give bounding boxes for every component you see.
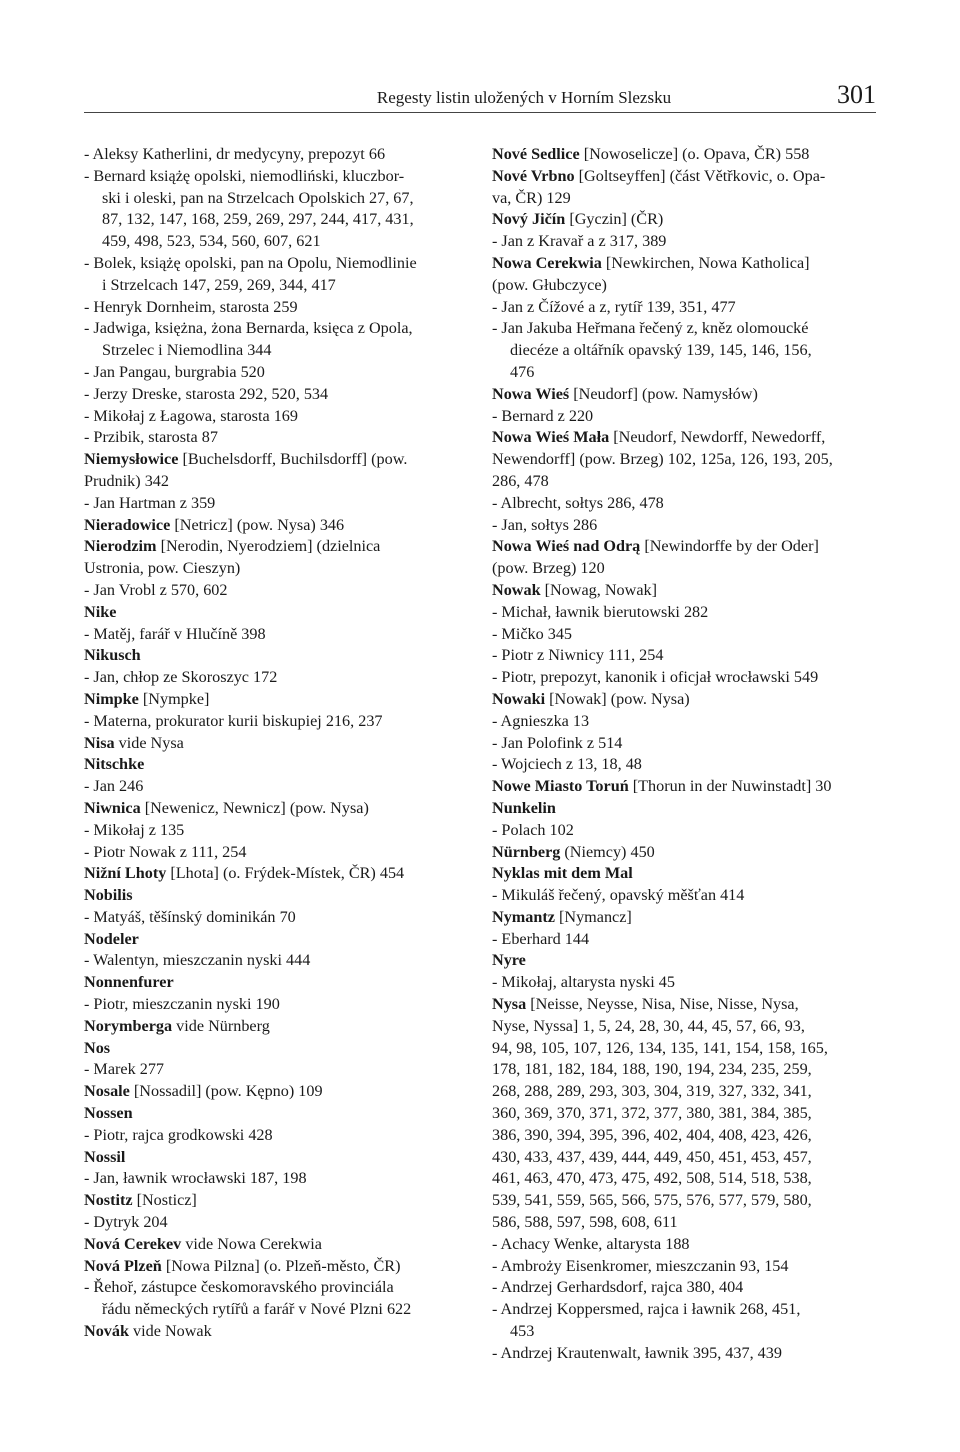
index-entry-line xyxy=(492,1256,880,1278)
index-entry-line xyxy=(84,1212,476,1234)
index-entry-line xyxy=(84,253,476,275)
entry-text: 94, 98, 105, 107, 126, 134, 135, 141, 154, 158, 165, xyxy=(492,1038,828,1057)
index-entry-line xyxy=(84,1299,476,1321)
index-entry-line xyxy=(84,1168,476,1190)
index-entry-heading xyxy=(84,449,476,471)
entry-text: - Walentyn, mieszczanin nyski 444 xyxy=(84,951,311,970)
index-entry-heading xyxy=(84,536,476,558)
entry-headword: Nová Plzeň xyxy=(84,1256,162,1275)
entry-headword: Nossen xyxy=(84,1104,133,1123)
index-entry-line xyxy=(492,275,880,297)
index-entry-heading xyxy=(84,798,476,820)
running-title: Regesty listin uložených v Horním Slezsku xyxy=(376,88,672,107)
index-entry-heading xyxy=(492,166,880,188)
entry-text: - Piotr, prepozyt, kanonik i oficjał wrocławski 549 xyxy=(492,668,819,687)
entry-text: 539, 541, 559, 565, 566, 575, 576, 577, 579, 580, xyxy=(492,1191,812,1210)
entry-text: 459, 498, 523, 534, 560, 607, 621 xyxy=(102,232,321,251)
index-entry-line xyxy=(492,1321,880,1343)
entry-headword: Nobilis xyxy=(84,886,133,905)
entry-text: i Strzelcach 147, 259, 269, 344, 417 xyxy=(102,275,336,294)
entry-text: [Nowag, Nowak] xyxy=(540,580,658,599)
entry-text: - Mikuláš řečený, opavský měšťan 414 xyxy=(492,886,745,905)
index-entry-heading xyxy=(492,580,880,602)
index-entry-line xyxy=(492,754,880,776)
entry-headword: Nyre xyxy=(492,951,526,970)
entry-text: - Jan Vrobl z 570, 602 xyxy=(84,580,228,599)
index-entry-line xyxy=(492,1168,880,1190)
index-entry-heading xyxy=(84,515,476,537)
entry-text: 286, 478 xyxy=(492,471,549,490)
entry-headword: Nisa xyxy=(84,733,115,752)
entry-headword: Nowaki xyxy=(492,689,546,708)
index-entry-heading xyxy=(84,1081,476,1103)
entry-text: [Nerodin, Nyerodziem] (dzielnica xyxy=(156,537,381,556)
index-entry-heading xyxy=(84,689,476,711)
index-entry-line xyxy=(84,166,476,188)
index-entry-line xyxy=(492,406,880,428)
entry-text: - Przibik, starosta 87 xyxy=(84,428,218,447)
index-entry-line xyxy=(492,1147,880,1169)
entry-headword: Nowe Miasto Toruń xyxy=(492,777,629,796)
entry-text: - Piotr Nowak z 111, 254 xyxy=(84,842,247,861)
entry-text: (pow. Głubczyce) xyxy=(492,275,607,294)
index-entry-line xyxy=(84,950,476,972)
index-entry-line xyxy=(84,493,476,515)
entry-headword: Nieradowice xyxy=(84,515,171,534)
index-entry-line xyxy=(492,449,880,471)
index-entry-line xyxy=(492,340,880,362)
entry-headword: Nymantz xyxy=(492,907,555,926)
entry-text: - Michał, ławnik bierutowski 282 xyxy=(492,602,709,621)
index-entry-heading xyxy=(492,253,880,275)
entry-text: - Mikołaj z Łagowa, starosta 169 xyxy=(84,406,298,425)
entry-text: - Mikołaj z 135 xyxy=(84,820,185,839)
index-entry-line xyxy=(84,558,476,580)
entry-text: - Řehoř, zástupce českomoravského provinciála xyxy=(84,1278,394,1297)
index-entry-line xyxy=(84,820,476,842)
index-entry-heading xyxy=(84,863,476,885)
entry-text: [Buchelsdorff, Buchilsdorff] (pow. xyxy=(178,450,408,469)
index-entry-heading xyxy=(492,689,880,711)
entry-text: 268, 288, 289, 293, 303, 304, 319, 327, 332, 341, xyxy=(492,1082,812,1101)
index-entry-heading xyxy=(84,645,476,667)
index-column-left xyxy=(84,144,476,1343)
entry-text: - Jan Pangau, burgrabia 520 xyxy=(84,362,265,381)
index-entry-line xyxy=(492,1103,880,1125)
entry-text: - Matěj, farář v Hlučíně 398 xyxy=(84,624,266,643)
entry-headword: Nowa Wieś xyxy=(492,384,570,403)
entry-headword: Nikusch xyxy=(84,646,141,665)
index-entry-line xyxy=(492,733,880,755)
index-column-right xyxy=(492,144,880,1365)
entry-headword: Nike xyxy=(84,602,117,621)
index-entry-line xyxy=(492,1016,880,1038)
entry-headword: Nowa Wieś Mała xyxy=(492,428,610,447)
entry-headword: Nowa Cerekwia xyxy=(492,253,602,272)
entry-text: - Materna, prokurator kurii biskupiej 216, 237 xyxy=(84,711,383,730)
entry-headword: Nosale xyxy=(84,1082,130,1101)
index-entry-line xyxy=(84,907,476,929)
entry-text: [Goltseyffen] (část Větřkovic, o. Opa- xyxy=(574,166,826,185)
entry-text: [Nowa Pilzna] (o. Plzeň-město, ČR) xyxy=(161,1256,401,1275)
entry-text: 430, 433, 437, 439, 444, 449, 450, 451, 453, 457, xyxy=(492,1147,812,1166)
entry-text: [Nympke] xyxy=(138,689,210,708)
index-entry-heading xyxy=(492,427,880,449)
index-entry-line xyxy=(84,1125,476,1147)
entry-text: diecéze a oltářník opavský 139, 145, 146, 156, xyxy=(510,341,812,360)
entry-headword: Nyklas mit dem Mal xyxy=(492,864,633,883)
index-entry-line xyxy=(84,318,476,340)
page-number: 301 xyxy=(837,80,876,109)
entry-text: [Neudorf, Newdorff, Newedorff, xyxy=(609,428,826,447)
entry-text: [Nowak] (pow. Nysa) xyxy=(545,689,690,708)
index-entry-line xyxy=(492,820,880,842)
entry-text: vide Nowa Cerekwia xyxy=(181,1234,322,1253)
index-entry-line xyxy=(492,188,880,210)
index-entry-heading xyxy=(84,972,476,994)
index-entry-heading xyxy=(492,144,880,166)
entry-text: Nyse, Nyssa] 1, 5, 24, 28, 30, 44, 45, 57, 66, 93, xyxy=(492,1016,805,1035)
entry-headword: Norymberga xyxy=(84,1016,173,1035)
index-entry-line xyxy=(84,427,476,449)
index-entry-heading xyxy=(492,536,880,558)
entry-headword: Nowa Wieś nad Odrą xyxy=(492,537,641,556)
index-entry-line xyxy=(492,667,880,689)
index-entry-heading xyxy=(492,209,880,231)
index-entry-line xyxy=(492,1081,880,1103)
entry-headword: Nossil xyxy=(84,1147,126,1166)
entry-headword: Nové Vrbno xyxy=(492,166,575,185)
index-entry-line xyxy=(492,1234,880,1256)
index-entry-line xyxy=(84,711,476,733)
index-entry-line xyxy=(492,972,880,994)
index-entry-line xyxy=(492,231,880,253)
entry-text: (Niemcy) 450 xyxy=(560,842,655,861)
index-entry-line xyxy=(492,318,880,340)
entry-text: [Newindorffe by der Oder] xyxy=(640,537,819,556)
entry-text: - Jerzy Dreske, starosta 292, 520, 534 xyxy=(84,384,329,403)
entry-headword: Nos xyxy=(84,1038,111,1057)
entry-headword: Nimpke xyxy=(84,689,139,708)
index-entry-line xyxy=(492,602,880,624)
entry-text: - Aleksy Katherlini, dr medycyny, prepozyt 66 xyxy=(84,145,386,163)
entry-text: - Matyáš, těšínský dominikán 70 xyxy=(84,907,296,926)
entry-text: - Jan, chłop ze Skoroszyc 172 xyxy=(84,668,278,687)
entry-headword: Nunkelin xyxy=(492,798,556,817)
entry-headword: Nysa xyxy=(492,995,527,1014)
index-entry-heading xyxy=(84,1147,476,1169)
index-entry-line xyxy=(492,1343,880,1365)
index-entry-line xyxy=(84,994,476,1016)
entry-headword: Nowak xyxy=(492,580,541,599)
header-rule xyxy=(84,112,876,113)
index-entry-line xyxy=(84,275,476,297)
entry-text: - Jan Jakuba Heřmana řečený z, kněz olomoucké xyxy=(492,319,809,338)
entry-text: vide Nysa xyxy=(114,733,184,752)
entry-text: - Bernard z 220 xyxy=(492,406,594,425)
index-entry-heading xyxy=(84,1038,476,1060)
index-entry-heading xyxy=(492,776,880,798)
entry-text: Prudnik) 342 xyxy=(84,471,169,490)
entry-text: - Ambroży Eisenkromer, mieszczanin 93, 154 xyxy=(492,1256,789,1275)
index-entry-heading xyxy=(492,863,880,885)
index-entry-line xyxy=(84,842,476,864)
index-entry-line xyxy=(84,297,476,319)
entry-text: [Thorun in der Nuwinstadt] 30 xyxy=(628,777,832,796)
index-entry-heading xyxy=(84,1321,476,1343)
index-entry-heading xyxy=(84,1103,476,1125)
index-entry-line xyxy=(84,580,476,602)
entry-text: ski i oleski, pan na Strzelcach Opolskich 27, 67, xyxy=(102,188,414,207)
entry-text: [Newkirchen, Nowa Katholica] xyxy=(601,253,810,272)
entry-headword: Nové Sedlice xyxy=(492,145,580,163)
entry-text: - Andrzej Gerhardsdorf, rajca 380, 404 xyxy=(492,1278,744,1297)
index-entry-line xyxy=(492,471,880,493)
index-entry-heading xyxy=(84,1256,476,1278)
entry-text: - Piotr, mieszczanin nyski 190 xyxy=(84,995,280,1014)
entry-text: - Jan, ławnik wrocławski 187, 198 xyxy=(84,1169,307,1188)
entry-text: 586, 588, 597, 598, 608, 611 xyxy=(492,1213,678,1232)
entry-headword: Nonnenfurer xyxy=(84,973,174,992)
index-entry-line xyxy=(84,667,476,689)
index-entry-line xyxy=(84,471,476,493)
index-entry-line xyxy=(492,515,880,537)
entry-text: 461, 463, 470, 473, 475, 492, 508, 514, 518, 538, xyxy=(492,1169,812,1188)
entry-headword: Nová Cerekev xyxy=(84,1234,182,1253)
entry-text: - Jan z Kravař a z 317, 389 xyxy=(492,232,667,251)
index-entry-heading xyxy=(84,733,476,755)
index-entry-heading xyxy=(84,1234,476,1256)
index-entry-heading xyxy=(84,1190,476,1212)
index-entry-heading xyxy=(84,602,476,624)
index-entry-line xyxy=(84,188,476,210)
entry-headword: Novák xyxy=(84,1322,129,1341)
entry-text: - Jan Hartman z 359 xyxy=(84,493,216,512)
entry-text: - Polach 102 xyxy=(492,820,574,839)
index-entry-line xyxy=(84,144,476,166)
index-entry-line xyxy=(84,1277,476,1299)
entry-text: - Jan 246 xyxy=(84,777,144,796)
entry-text: - Andrzej Krautenwalt, ławnik 395, 437, 439 xyxy=(492,1343,782,1362)
entry-text: - Piotr, rajca grodkowski 428 xyxy=(84,1125,273,1144)
entry-text: [Netricz] (pow. Nysa) 346 xyxy=(170,515,345,534)
entry-text: - Bolek, książę opolski, pan na Opolu, Niemodlinie xyxy=(84,253,417,272)
index-entry-line xyxy=(492,1038,880,1060)
index-entry-heading xyxy=(84,929,476,951)
entry-text: - Jan z Čížové a z, rytíř 139, 351, 477 xyxy=(492,297,736,316)
index-entry-line xyxy=(492,624,880,646)
index-entry-line xyxy=(492,929,880,951)
index-entry-line xyxy=(84,406,476,428)
entry-text: va, ČR) 129 xyxy=(492,188,571,207)
index-entry-line xyxy=(492,1125,880,1147)
index-entry-line xyxy=(492,645,880,667)
entry-text: [Nymancz] xyxy=(554,907,632,926)
entry-text: 360, 369, 370, 371, 372, 377, 380, 381, 384, 385, xyxy=(492,1104,812,1123)
index-entry-heading xyxy=(492,950,880,972)
index-entry-heading xyxy=(492,384,880,406)
entry-text: (pow. Brzeg) 120 xyxy=(492,559,605,578)
entry-headword: Niemysłowice xyxy=(84,450,179,469)
index-entry-line xyxy=(492,885,880,907)
entry-text: - Jan Polofink z 514 xyxy=(492,733,623,752)
entry-text: [Neisse, Neysse, Nisa, Nise, Nisse, Nysa, xyxy=(526,995,799,1014)
index-entry-line xyxy=(84,624,476,646)
index-entry-heading xyxy=(492,994,880,1016)
entry-text: - Achacy Wenke, altarysta 188 xyxy=(492,1234,690,1253)
page-header xyxy=(84,78,876,114)
entry-text: - Dytryk 204 xyxy=(84,1213,168,1232)
entry-text: - Mičko 345 xyxy=(492,624,573,643)
entry-headword: Nový Jičín xyxy=(492,210,566,229)
entry-headword: Nürnberg xyxy=(492,842,561,861)
index-entry-line xyxy=(84,362,476,384)
index-entry-heading xyxy=(492,907,880,929)
index-entry-line xyxy=(84,209,476,231)
entry-text: - Andrzej Koppersmed, rajca i ławnik 268, 451, xyxy=(492,1300,801,1319)
entry-text: Strzelec i Niemodlina 344 xyxy=(102,341,272,360)
index-entry-heading xyxy=(84,885,476,907)
index-entry-line xyxy=(492,1299,880,1321)
entry-headword: Niwnica xyxy=(84,798,141,817)
entry-text: - Jadwiga, księżna, żona Bernarda, księca z Opola, xyxy=(84,319,413,338)
index-entry-line xyxy=(492,711,880,733)
entry-text: 386, 390, 394, 395, 396, 402, 404, 408, 423, 426, xyxy=(492,1125,812,1144)
entry-text: [Newenicz, Newnicz] (pow. Nysa) xyxy=(140,798,369,817)
entry-headword: Nierodzim xyxy=(84,537,157,556)
entry-text: 453 xyxy=(510,1322,535,1341)
entry-text: - Henryk Dornheim, starosta 259 xyxy=(84,297,298,316)
entry-text: Ustronia, pow. Cieszyn) xyxy=(84,559,241,578)
entry-text: [Gyczin] (ČR) xyxy=(565,210,664,229)
index-entry-line xyxy=(84,1059,476,1081)
entry-text: Newendorff] (pow. Brzeg) 102, 125a, 126, 193, 205, xyxy=(492,450,833,469)
entry-text: [Nosticz] xyxy=(132,1191,197,1210)
index-entry-line xyxy=(492,1190,880,1212)
index-entry-heading xyxy=(492,798,880,820)
entry-text: - Mikołaj, altarysta nyski 45 xyxy=(492,973,675,992)
index-entry-line xyxy=(492,297,880,319)
entry-headword: Nodeler xyxy=(84,929,139,948)
entry-text: [Neudorf] (pow. Namysłów) xyxy=(569,384,758,403)
entry-headword: Nitschke xyxy=(84,755,145,774)
index-entry-heading xyxy=(84,754,476,776)
index-entry-line xyxy=(492,362,880,384)
index-entry-heading xyxy=(492,842,880,864)
entry-text: [Nossadil] (pow. Kępno) 109 xyxy=(129,1082,323,1101)
index-entry-heading xyxy=(84,1016,476,1038)
entry-text: 87, 132, 147, 168, 259, 269, 297, 244, 417, 431, xyxy=(102,210,414,229)
entry-text: - Piotr z Niwnicy 111, 254 xyxy=(492,646,664,665)
entry-text: řádu německých rytířů a farář v Nové Plzni 622 xyxy=(102,1300,412,1319)
entry-text: - Agnieszka 13 xyxy=(492,711,590,730)
entry-text: 178, 181, 182, 184, 188, 190, 194, 234, 235, 259, xyxy=(492,1060,812,1079)
index-entry-line xyxy=(492,1277,880,1299)
index-entry-line xyxy=(492,493,880,515)
index-entry-line xyxy=(492,1212,880,1234)
entry-text: vide Nowak xyxy=(128,1322,212,1341)
entry-headword: Nostitz xyxy=(84,1191,133,1210)
index-entry-line xyxy=(492,1059,880,1081)
entry-text: vide Nürnberg xyxy=(172,1016,270,1035)
index-entry-line xyxy=(84,340,476,362)
entry-text: - Bernard książę opolski, niemodliński, kluczbor- xyxy=(84,166,405,185)
index-entry-line xyxy=(492,558,880,580)
entry-text: - Wojciech z 13, 18, 48 xyxy=(492,755,642,774)
entry-text: [Nowoselicze] (o. Opava, ČR) 558 xyxy=(579,145,810,163)
entry-text: - Eberhard 144 xyxy=(492,929,590,948)
index-entry-line xyxy=(84,384,476,406)
entry-text: - Albrecht, sołtys 286, 478 xyxy=(492,493,664,512)
entry-text: 476 xyxy=(510,362,535,381)
entry-text: - Jan, sołtys 286 xyxy=(492,515,598,534)
entry-headword: Nižní Lhoty xyxy=(84,864,167,883)
index-entry-line xyxy=(84,776,476,798)
entry-text: [Lhota] (o. Frýdek-Místek, ČR) 454 xyxy=(166,864,405,883)
index-entry-line xyxy=(84,231,476,253)
entry-text: - Marek 277 xyxy=(84,1060,165,1079)
